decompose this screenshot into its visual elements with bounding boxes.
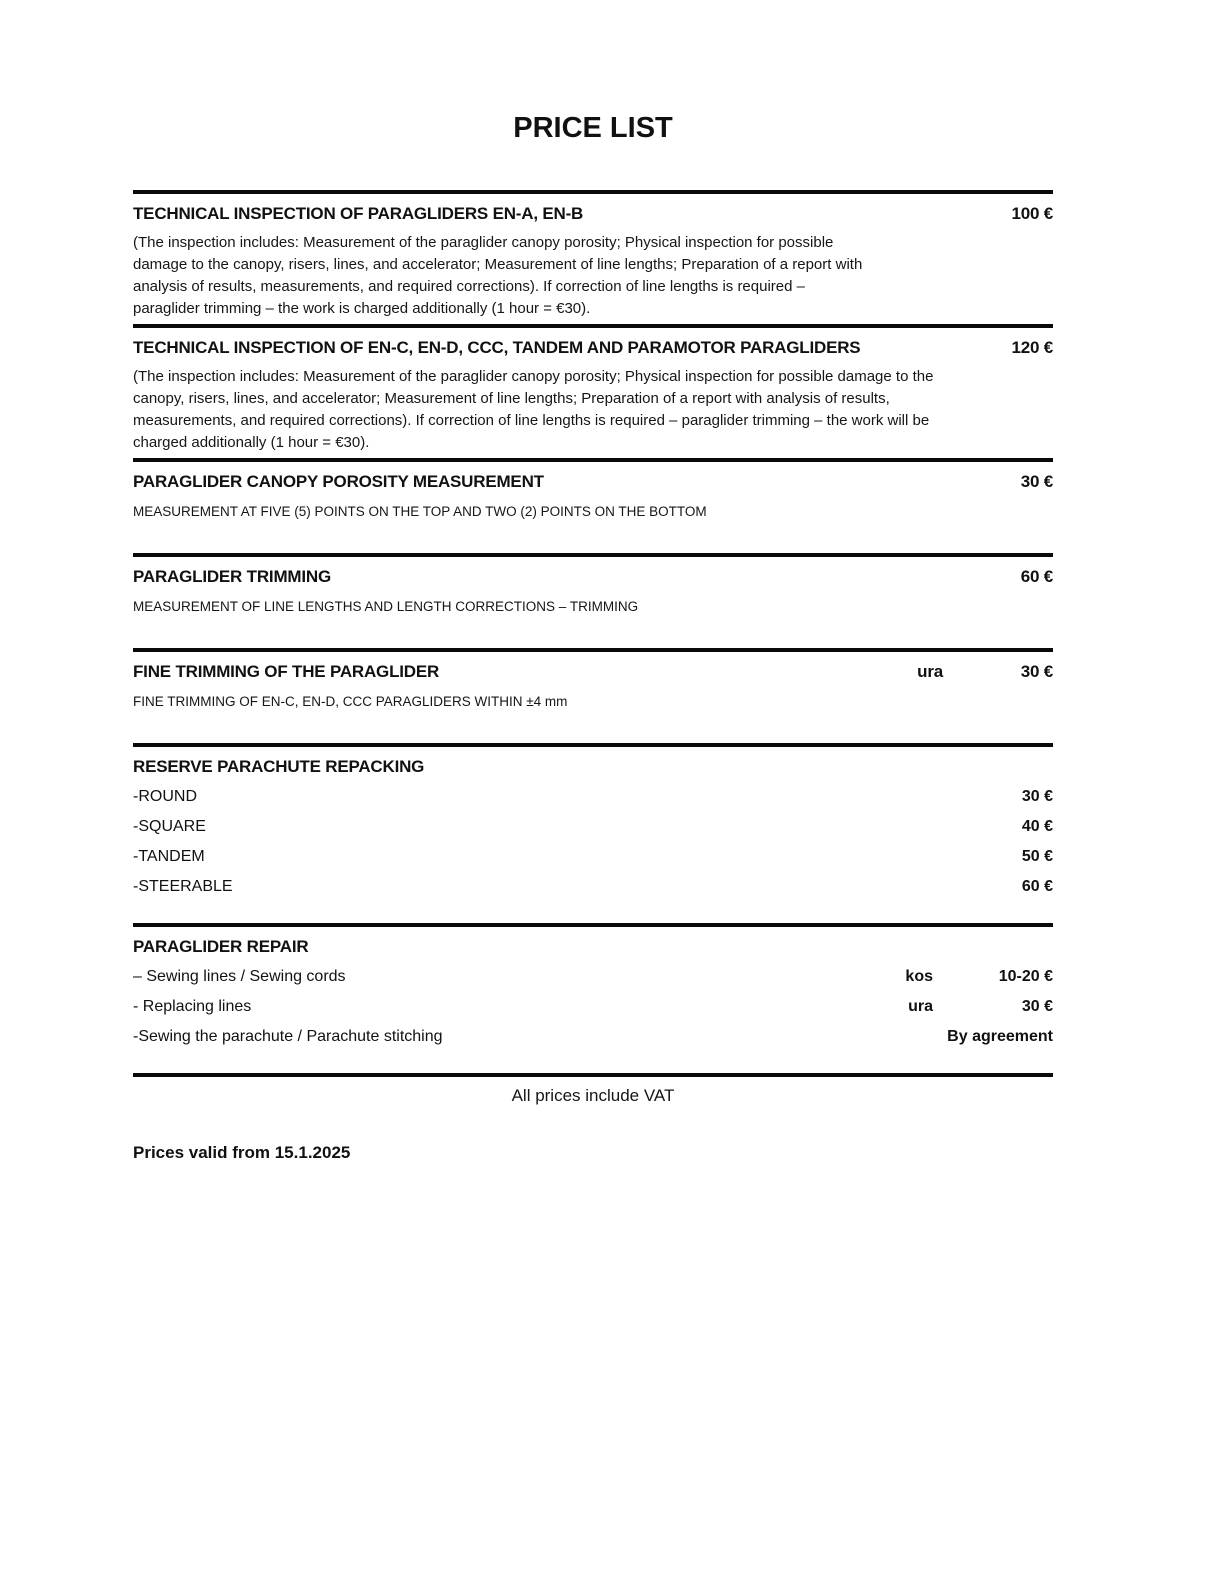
section-title: PARAGLIDER CANOPY POROSITY MEASUREMENT	[133, 472, 544, 491]
description-line: FINE TRIMMING OF EN-C, EN-D, CCC PARAGLIDERS WITHIN ±4 mm	[133, 694, 568, 709]
description-line: measurements, and required corrections). If correction of line lengths is required – paraglider trimming – the work will be	[133, 412, 930, 429]
section-reserve-repacking	[133, 743, 1053, 923]
item-price: 10-20 €	[998, 968, 1053, 985]
item-label: -SQUARE	[133, 818, 206, 835]
section-price: 30 €	[1020, 662, 1053, 681]
item-price: By agreement	[947, 1028, 1053, 1045]
section-header	[133, 335, 1053, 360]
section-description	[133, 597, 1053, 617]
section-description	[133, 232, 1053, 320]
item-label: - Replacing lines	[133, 998, 252, 1015]
validity-note: Prices valid from 15.1.2025	[133, 1143, 351, 1162]
content-column	[133, 0, 1053, 1163]
item-row	[133, 962, 1053, 992]
section-items	[133, 782, 1053, 902]
section-fine-trimming	[133, 648, 1053, 743]
item-row	[133, 1022, 1053, 1052]
item-row	[133, 992, 1053, 1022]
description-line: MEASUREMENT AT FIVE (5) POINTS ON THE TOP AND TWO (2) POINTS ON THE BOTTOM	[133, 504, 707, 519]
section-description	[133, 692, 1053, 712]
description-line: (The inspection includes: Measurement of the paraglider canopy porosity; Physical inspection for possible	[133, 234, 834, 251]
item-price: 60 €	[1021, 878, 1053, 895]
item-price: 30 €	[1021, 998, 1053, 1015]
section-title: PARAGLIDER TRIMMING	[133, 567, 331, 586]
item-row	[133, 872, 1053, 902]
section-title: TECHNICAL INSPECTION OF EN-C, EN-D, CCC, TANDEM AND PARAMOTOR PARAGLIDERS	[133, 338, 861, 357]
item-row	[133, 812, 1053, 842]
item-price: 40 €	[1021, 818, 1053, 835]
section-title: PARAGLIDER REPAIR	[133, 937, 309, 956]
vat-note: All prices include VAT	[511, 1086, 675, 1105]
price-table	[133, 190, 1053, 1077]
item-label: -TANDEM	[133, 848, 205, 865]
item-label: – Sewing lines / Sewing cords	[133, 968, 346, 985]
item-label: -Sewing the parachute / Parachute stitching	[133, 1028, 443, 1045]
section-unit: ura	[917, 662, 943, 681]
description-line: paraglider trimming – the work is charged additionally (1 hour = €30).	[133, 300, 591, 317]
description-line: damage to the canopy, risers, lines, and accelerator; Measurement of line lengths; Preparation of a report with	[133, 256, 863, 273]
section-header	[133, 934, 1053, 959]
item-price: 50 €	[1021, 848, 1053, 865]
description-line: canopy, risers, lines, and accelerator; Measurement of line lengths; Preparation of a report with analysis of results,	[133, 390, 890, 407]
description-line: (The inspection includes: Measurement of the paraglider canopy porosity; Physical inspection for possible damage to the	[133, 368, 934, 385]
section-header	[133, 659, 1053, 684]
section-inspection-en-c-d	[133, 324, 1053, 458]
section-items	[133, 962, 1053, 1052]
item-row	[133, 782, 1053, 812]
item-label: -STEERABLE	[133, 878, 233, 895]
section-header	[133, 754, 1053, 779]
description-line: charged additionally (1 hour = €30).	[133, 434, 370, 451]
description-line: MEASUREMENT OF LINE LENGTHS AND LENGTH CORRECTIONS – TRIMMING	[133, 599, 639, 614]
section-price: 60 €	[1020, 567, 1053, 586]
item-label: -ROUND	[133, 788, 197, 805]
item-price: 30 €	[1021, 788, 1053, 805]
section-paraglider-trimming	[133, 553, 1053, 648]
section-header	[133, 564, 1053, 589]
section-paraglider-repair	[133, 923, 1053, 1073]
description-line: analysis of results, measurements, and required corrections). If correction of line lengths is required –	[133, 278, 805, 295]
section-description	[133, 366, 1053, 454]
section-porosity-measurement	[133, 458, 1053, 553]
item-unit: kos	[905, 968, 933, 985]
section-header	[133, 201, 1053, 226]
section-title: TECHNICAL INSPECTION OF PARAGLIDERS EN-A, EN-B	[133, 204, 584, 223]
section-inspection-en-a-b	[133, 190, 1053, 324]
section-title: FINE TRIMMING OF THE PARAGLIDER	[133, 662, 440, 681]
section-title: RESERVE PARACHUTE REPACKING	[133, 757, 425, 776]
section-header	[133, 469, 1053, 494]
item-unit: ura	[908, 998, 933, 1015]
section-description	[133, 502, 1053, 522]
section-price: 100 €	[1011, 204, 1053, 223]
section-price: 120 €	[1011, 338, 1053, 357]
section-price: 30 €	[1020, 472, 1053, 491]
page-title: PRICE LIST	[513, 112, 673, 144]
item-row	[133, 842, 1053, 872]
